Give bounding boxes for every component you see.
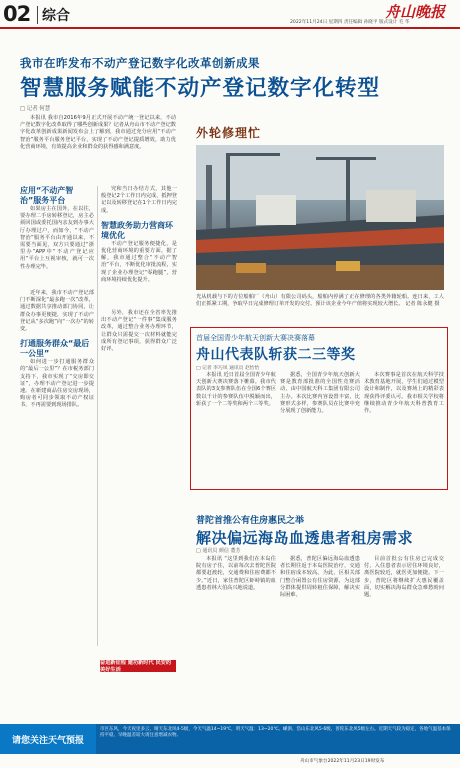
section-heading: 应用“不动产智治”服务平台 — [20, 186, 74, 205]
weather-source-footer: 舟山市气象台2022年11月23日19时发布 — [300, 759, 385, 764]
boxed-article-byline: □ 记者 李巧凤 通讯员 赵怡怡 — [196, 366, 260, 371]
article-paragraph: 究和当日办结方式，其他一般登记2个工作日内完成，抵押登记以及转移登记在1个工作日内完成。 — [101, 186, 177, 214]
bottom-article-byline: □ 通讯员 颜信 董芳 — [196, 548, 241, 554]
main-subhead: 我市在昨发布不动产登记数字化改革创新成果 — [20, 56, 260, 70]
header-rule — [0, 27, 460, 29]
page-number: 02 — [3, 2, 31, 26]
header-meta: 2022年11月24日 星期四 责任编辑 孙晓平 版式设计 毛 华 — [290, 20, 410, 25]
bottom-article-column: 据悉，普陀区偏远海岛血透患者长期往返于本岛医院治疗，交通和住宿成本较高。为此，区相关部门整合闲置公有住房资源，为这部分群体提供周转租住保障，解决实际困难。 — [280, 556, 360, 599]
column-divider — [97, 186, 98, 646]
boxed-article-column: 本次赛事是首次在航天科学技术教育基地开展，学生们通过模型设计和制作，以及赛场上的精彩表现获得评委认可。我市相关学校将继续推动青少年航天科普教育工作。 — [364, 372, 444, 415]
boxed-article-title: 舟山代表队斩获二三等奖 — [196, 347, 356, 363]
boxed-article-column: 本报讯 近日首届全国青少年航天创新大赛决赛落下帷幕。我市代表队的3支参赛队伍在全国6个赛区数以千计的参赛队伍中脱颖而出，斩获了一个二等奖和两个三等奖。 — [196, 372, 276, 407]
bottom-article-column: 目前首批公有住房已完成交付，入住患者表示居住环境良好，离医院较近，就医更加便捷。下一步，普陀区将继续扩大惠民覆盖面，切实解决海岛群众急难愁盼问题。 — [364, 556, 444, 599]
article-column-2b — [101, 310, 177, 353]
bottom-article-column: 本报讯 “这里到我们在本岛住院有房子住，以前每次去普陀医院都要赶渡轮，交通费和住宿费都不少。”近日，家住普陀区虾峙镇的血透患者林大伯高兴地说道。 — [196, 556, 276, 591]
article-column-1 — [20, 186, 94, 271]
article-paragraph: 如果房主在国外，在以往，要办理二手房转移登记，房主必须回国或委托国内亲友到办事大厅办理过户，而如今，“不动产智治”服务平台由开通以来，不需要当面见，双方只要通过“浙里办”APP中“不动产登记应用”平台上互视审核，就可一次性办理完毕。 — [20, 206, 94, 270]
article-column-2 — [101, 186, 177, 284]
photo-title: 外轮修理忙 — [196, 126, 262, 140]
main-lead-paragraph: 本报讯 我市自2016年9月正式开展不动产统一登记以来，不动产登记数字化改革取得了哪些创新成果？记者从舟山市不动产登记数字化改革创新成果新闻发布会上了解到，我市通过充分应用“不动产智治”服务平台服务登记平台，实现了不动产登记提质增效，助力优化营商环境，有效提高企业和群众的获得感和满意度。 — [20, 115, 176, 150]
main-byline: □ 记者 何慧 — [20, 106, 51, 112]
ship-repair-photo — [196, 145, 444, 290]
article-paragraph: 另外，我市还在全省率先推出不动产登记“一件事”集成服务改革，通过整合业务办理环节，让群众只需提交一次材料就能完成所有登记事项，获得群众广泛好评。 — [101, 310, 177, 353]
weather-heading: 请您关注天气预报 — [0, 724, 96, 754]
section-title: 综合 — [42, 8, 70, 24]
slogan-banner: 奋进新征程 建功新时代 民安的美好生活 — [100, 660, 176, 672]
bottom-article-title: 解决偏远海岛血透患者租房需求 — [196, 529, 414, 547]
article-paragraph: 近年来，我市不动产登记部门不断深化“最多跑一次”改革，通过数据共享推动部门协同，让群众办事更便捷，实现了不动产登记从“多次跑”向“一次办”的转变。 — [20, 290, 94, 333]
boxed-article-column: 据悉，全国青少年航天创新大赛是教育部批准的全国性竞赛活动，由中国航天科工集团有限公司主办。本次比赛内容设置丰富，比赛形式多样，参赛队员在比赛中充分展现了创新能力。 — [280, 372, 360, 415]
newspaper-logo: 舟山晚报 — [385, 3, 446, 21]
article-paragraph: 如何进一步打通服务群众的“最后一公里”？在市税务部门支持下，我市实现了“交房即交证”，办理不动产登记进一步提速。在新建商品住房交房现场，购房者可同步领取不动产权证书，不再需要到现场排队。 — [20, 359, 94, 409]
article-paragraph: 不动产登记服务便捷化，是优化营商环境的重要方面。据了解，我市通过整合“不动产智治”平台，不断优化审批流程，实现了企业办理登记“零跑腿”，营商环境持续优化提升。 — [101, 240, 177, 283]
photo-caption: 光从机载与下的方位船舶厂（舟山）有限公司码头，船舶内停满了正在修理的各类外籍轮船。连日来，工人们正抓紧工期，争取早日完成修理订单开发的交付。预计该企业今年产值将实现较大增长。 记者 陈永健 摄 — [196, 294, 444, 308]
bottom-article-subhead: 普陀首推公有住房惠民之举 — [196, 516, 305, 526]
boxed-article-subhead: 首届全国青少年航天创新大赛决赛落幕 — [196, 334, 315, 342]
section-heading: 智慧政务助力营商环境优化 — [101, 220, 173, 240]
header-divider — [37, 6, 38, 24]
weather-forecast-text: 市区东风，今天夜里多云，晴天东北风4-5级，今天气温14~19℃，明天气温：13~20℃。嵊泗、岱山东北风5-6级，普陀东北风5级左右。近期天气较为稳定，各地气温基本保持平稳，早晚温差较大请注意增减衣物。 — [100, 727, 451, 738]
section-heading: 打通服务群众“最后一公里” — [20, 339, 90, 359]
article-column-1b — [20, 290, 94, 410]
main-headline: 智慧服务赋能不动产登记数字化转型 — [20, 76, 381, 101]
